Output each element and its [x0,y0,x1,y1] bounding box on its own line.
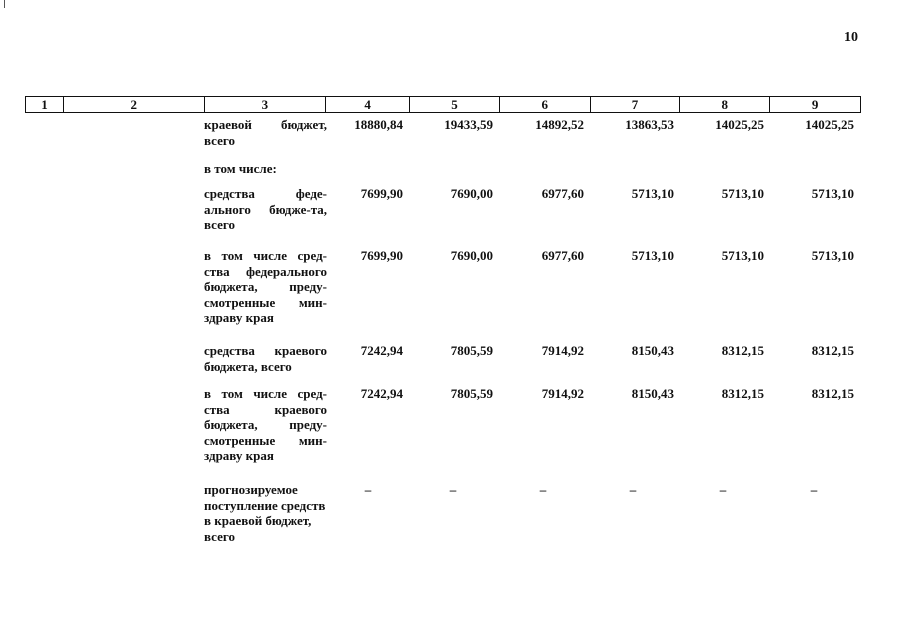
value-col-5: – [449,482,457,497]
value-col-4: 7699,90 [360,248,403,263]
value-col-6: – [539,482,547,497]
row-label: краевой бюджет, всего [204,117,327,148]
header-col-6: 6 [499,97,590,112]
value-col-6: 6977,60 [541,186,584,201]
value-col-4: 18880,84 [354,117,403,132]
row-label: в том числе сред-ства краевого бюджета, преду-смотренные мин-здраву края [204,386,327,463]
row-label: в том числе сред-ства федерального бюджета, преду-смотренные мин-здраву края [204,248,327,325]
page-number: 10 [844,30,858,45]
value-col-6: 6977,60 [541,248,584,263]
value-col-6: 14892,52 [535,117,584,132]
value-col-8: 14025,25 [715,117,764,132]
row-label: в том числе: [204,161,277,176]
value-col-7: 5713,10 [631,186,674,201]
scan-mark [4,0,5,8]
header-col-7: 7 [590,97,680,112]
row-label: средства феде-ального бюдже-та, всего [204,186,327,232]
value-col-5: 19433,59 [444,117,493,132]
value-col-6: 7914,92 [541,386,584,401]
value-col-8: 5713,10 [721,248,764,263]
value-col-5: 7805,59 [450,343,493,358]
table-header-row [25,96,861,113]
value-col-9: 5713,10 [811,186,854,201]
value-col-7: 8150,43 [631,386,674,401]
value-col-9: – [810,482,818,497]
value-col-8: – [719,482,727,497]
value-col-9: 5713,10 [811,248,854,263]
value-col-5: 7690,00 [450,248,493,263]
row-label: средства краевого бюджета, всего [204,343,327,374]
value-col-4: 7242,94 [360,343,403,358]
header-col-9: 9 [769,97,860,112]
value-col-6: 7914,92 [541,343,584,358]
value-col-9: 8312,15 [811,386,854,401]
value-col-9: 14025,25 [805,117,854,132]
header-col-5: 5 [409,97,499,112]
value-col-7: 13863,53 [625,117,674,132]
header-col-1: 1 [41,97,48,112]
header-col-2: 2 [63,97,204,112]
value-col-5: 7805,59 [450,386,493,401]
value-col-7: – [629,482,637,497]
value-col-4: 7242,94 [360,386,403,401]
value-col-7: 8150,43 [631,343,674,358]
header-col-3: 3 [204,97,326,112]
value-col-9: 8312,15 [811,343,854,358]
value-col-8: 8312,15 [721,343,764,358]
value-col-8: 8312,15 [721,386,764,401]
row-label: прогнозируемое поступление средств в краевой бюджет, всего [204,482,326,544]
value-col-7: 5713,10 [631,248,674,263]
value-col-8: 5713,10 [721,186,764,201]
value-col-5: 7690,00 [450,186,493,201]
header-col-4: 4 [325,97,409,112]
value-col-4: – [364,482,372,497]
header-col-8: 8 [679,97,769,112]
value-col-4: 7699,90 [360,186,403,201]
